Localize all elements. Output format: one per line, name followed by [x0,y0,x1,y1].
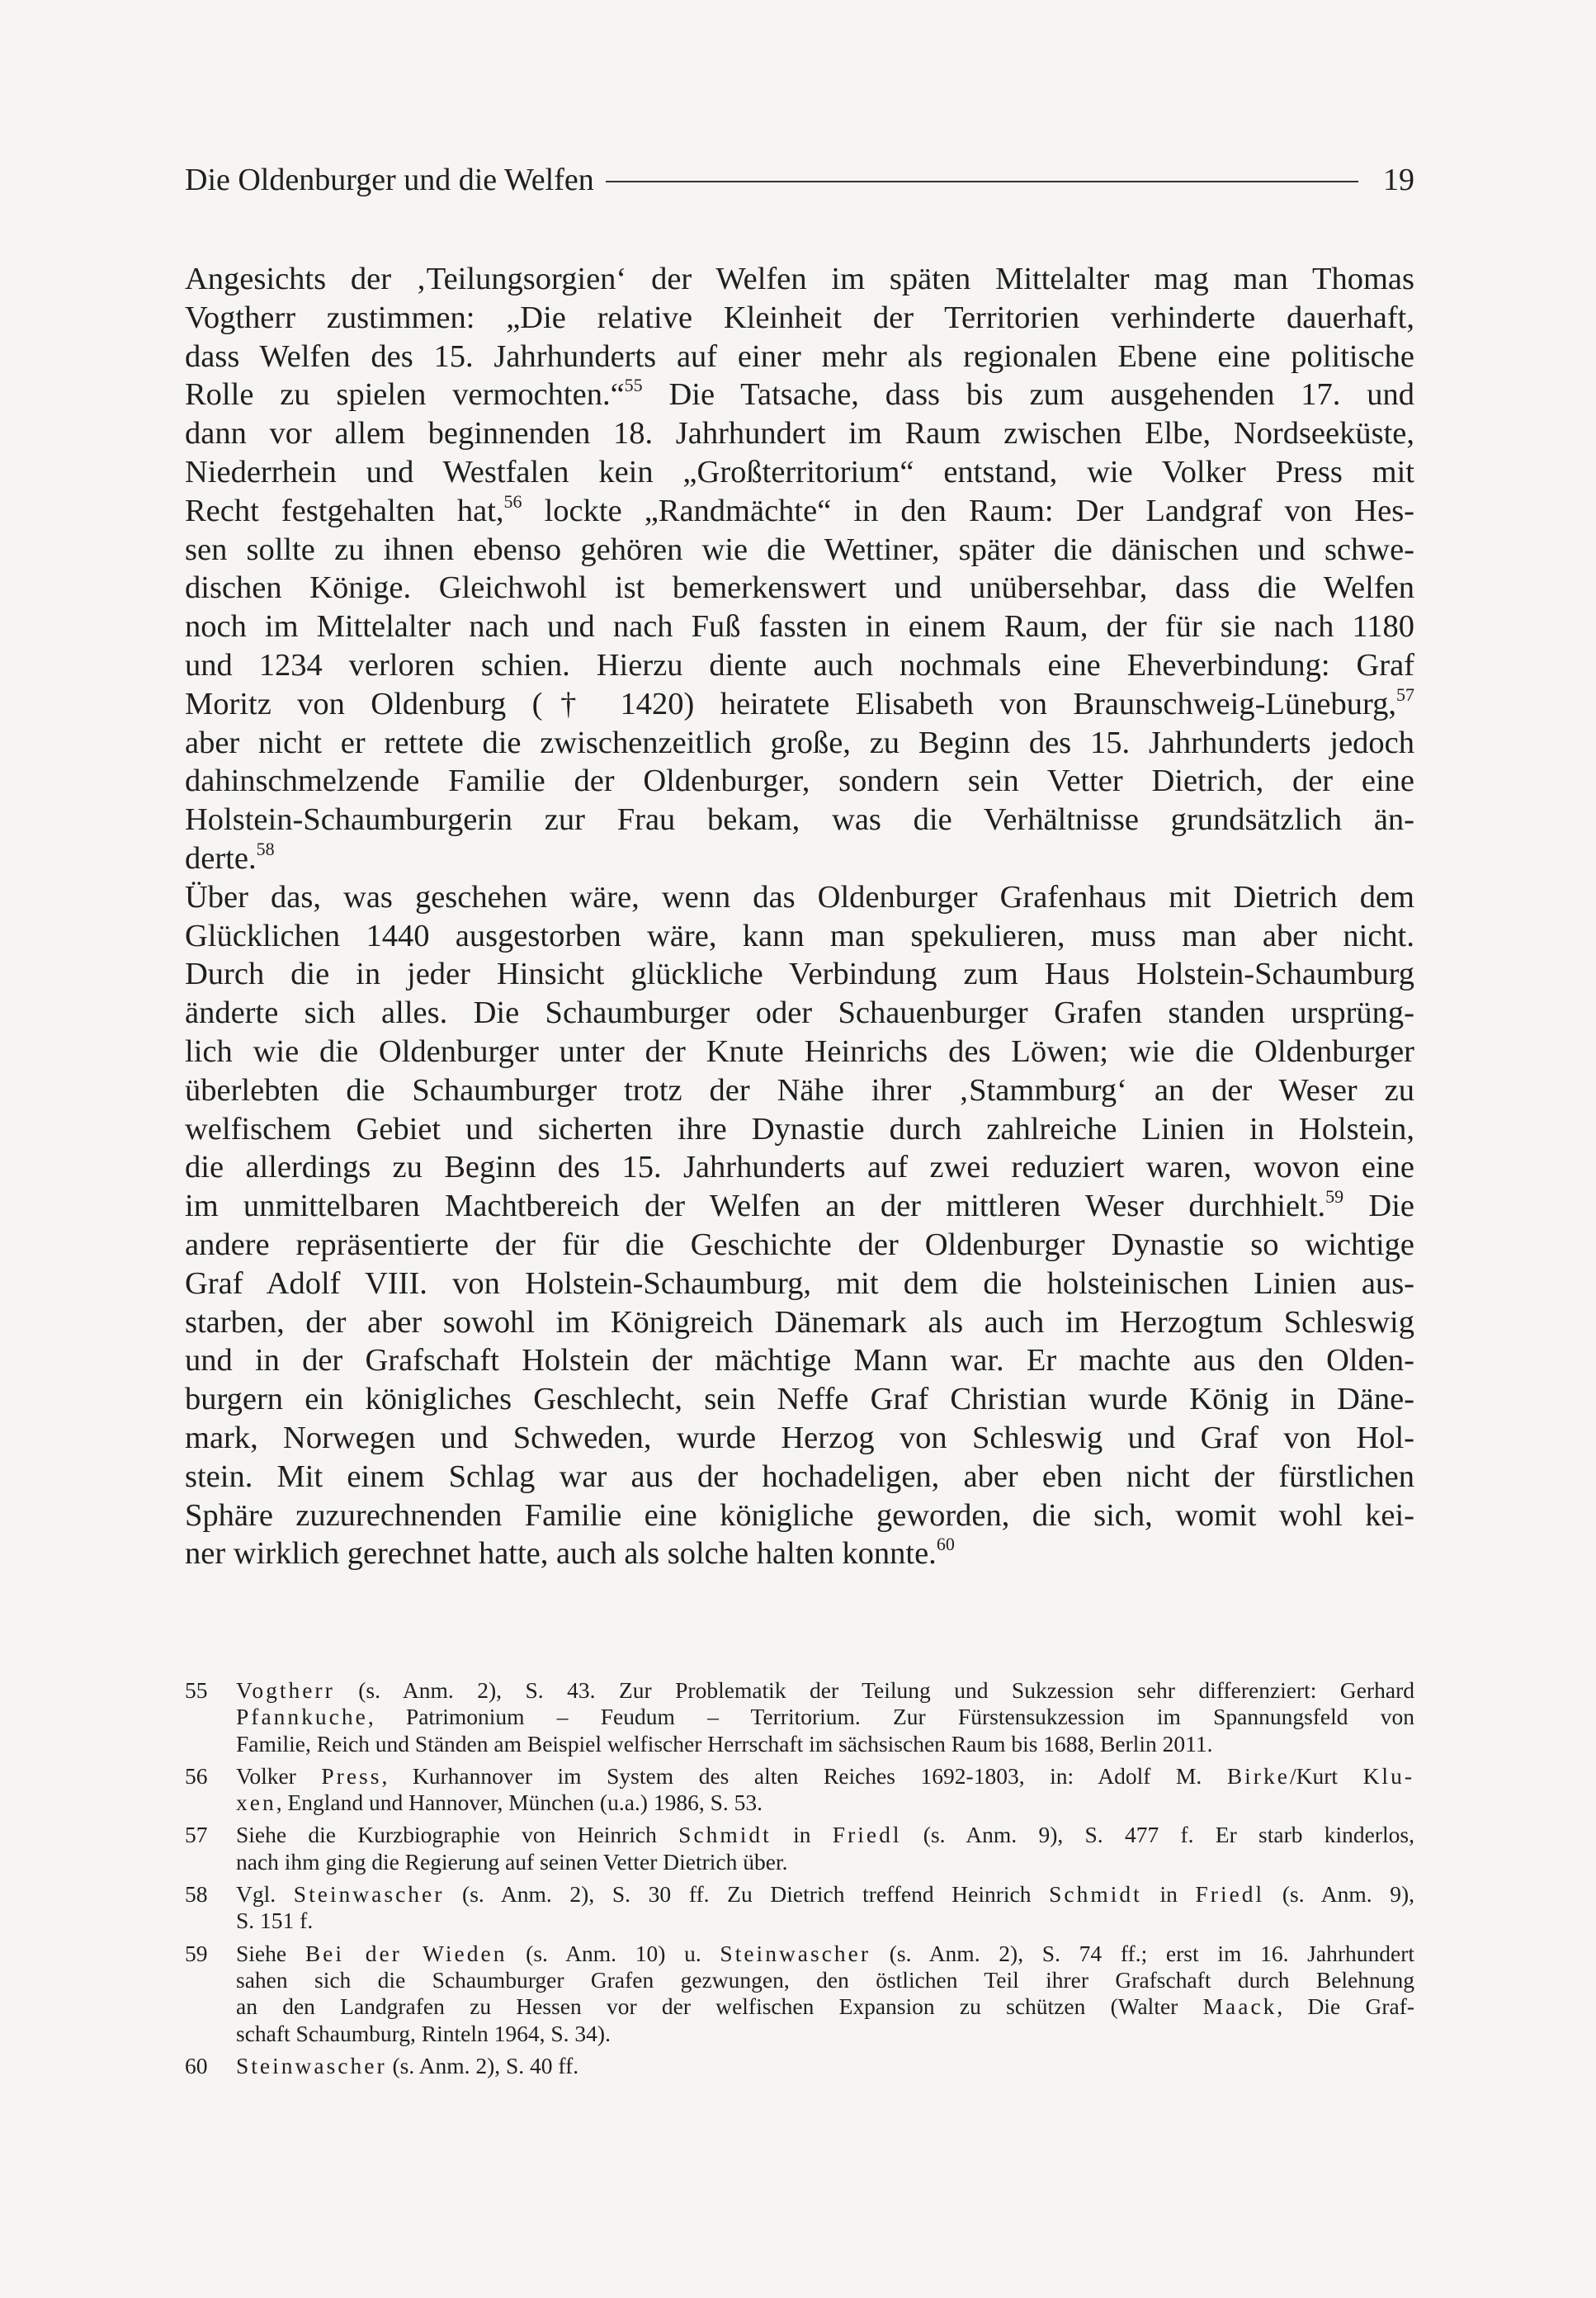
footnote-number: 56 [185,1762,208,1789]
footnotes [185,1677,1414,2085]
text-line: Rolle zu spielen vermochten.“$^{55}$ Die Tatsache, dass bis zum ausgehenden 17. und [185,375,1414,413]
text-line: Holstein-Schaumburgerin zur Frau bekam, was die Verhältnisse grundsätzlich än- [185,802,1414,838]
text-line: starben, der aber sowohl im Königreich Dänemark als auch im Herzogtum Schleswig [185,1304,1414,1340]
footnote-number: 60 [185,2052,208,2078]
footnote-ref[interactable]: 60 [936,1534,955,1555]
text-line: sen sollte zu ihnen ebenso gehören wie die Wettiner, später die dänischen und schwe- [185,532,1414,567]
footnote-ref[interactable]: 59 [1325,1186,1344,1208]
text-line: und in der Grafschaft Holstein der mächtige Mann war. Er machte aus den Olden- [185,1343,1414,1378]
text-line: Glücklichen 1440 ausgestorben wäre, kann man spekulieren, muss man aber nicht. [185,918,1414,953]
page-number: 19 [1383,163,1414,197]
footnote-number: 55 [185,1677,208,1703]
text-line: lich wie die Oldenburger unter der Knute Heinrichs des Löwen; wie die Oldenburger [185,1033,1414,1069]
footnote-55 [185,1677,1414,1757]
text-line: dass Welfen des 15. Jahrhunderts auf einer mehr als regionalen Ebene eine politische [185,338,1414,374]
text-line: aber nicht er rettete die zwischenzeitlich große, zu Beginn des 15. Jahrhunderts jedoch [185,725,1414,760]
text-line: und 1234 verloren schien. Hierzu diente auch nochmals eine Eheverbindung: Graf [185,647,1414,683]
text-line: ner wirklich gerechnet hatte, auch als solche halten konnte.$^{60}$ [185,1534,955,1572]
text-line: Niederrhein und Westfalen kein „Großterritorium“ entstand, wie Volker Press mit [185,454,1414,489]
text-line: überlebten die Schaumburger trotz der Nähe ihrer ‚Stammburg‘ an der Weser zu [185,1072,1414,1108]
footnote-text: Siehe die Kurzbiographie von Heinrich Schmidt in Friedl (s. Anm. 9), S. 477 f. Er starb kinderlos, nach ihm ging die Regierung auf seinen Vetter Dietrich über. [236,1822,1415,1875]
footnote-60 [185,2053,1414,2079]
text-line: Graf Adolf VIII. von Holstein-Schaumburg, mit dem die holsteinischen Linien aus- [185,1265,1414,1301]
text-line: welfischem Gebiet und sicherten ihre Dynastie durch zahlreiche Linien in Holstein, [185,1111,1414,1147]
text-line: noch im Mittelalter nach und nach Fuß fassten in einem Raum, der für sie nach 1180 [185,609,1414,645]
footnote-57 [185,1822,1414,1875]
text-line: andere repräsentierte der für die Geschichte der Oldenburger Dynastie so wichtige [185,1227,1414,1262]
text-line: dahinschmelzende Familie der Oldenburger, sondern sein Vetter Dietrich, der eine [185,764,1414,799]
text-line: stein. Mit einem Schlag war aus der hochadeligen, aber eben nicht der fürstlichen [185,1459,1414,1494]
text-line: im unmittelbaren Machtbereich der Welfen an der mittleren Weser durchhielt.$^{59}$ Die [185,1186,1414,1224]
text-line: Sphäre zuzurechnenden Familie eine königliche geworden, die sich, womit wohl kei- [185,1497,1414,1533]
footnote-text: Vogtherr (s. Anm. 2), S. 43. Zur Problematik der Teilung und Sukzession sehr differenziert: Gerhard Pfannkuche, Patrimonium – Feudum – Territorium. Zur Fürstensukzession im Spannungsfeld von Familie, Reich und Ständen am Beispiel welfischer Herrschaft im sächsischen Raum bis 1688, Berlin 2011. [236,1677,1414,1757]
running-title: Die Oldenburger und die Welfen [185,163,594,197]
text-line: Über das, was geschehen wäre, wenn das Oldenburger Grafenhaus mit Dietrich dem [185,879,1414,915]
footnote-58 [185,1881,1414,1935]
text-line: Recht festgehalten hat,$^{56}$ lockte „Randmächte“ in den Raum: Der Landgraf von Hes- [185,490,1415,528]
text-line: änderte sich alles. Die Schaumburger oder Schauenburger Grafen standen ursprüng- [185,995,1414,1031]
footnote-number: 57 [185,1822,208,1848]
main-text [185,260,1414,1573]
footnote-ref[interactable]: 55 [624,375,643,396]
text-line: Angesichts der ‚Teilungsorgien‘ der Welfen im späten Mittelalter mag man Thomas [185,262,1414,296]
footnote-ref[interactable]: 58 [256,838,275,859]
footnote-59 [185,1941,1414,2047]
running-header [185,155,1414,205]
text-line: burgern ein königliches Geschlecht, sein Neffe Graf Christian wurde König in Däne- [185,1382,1414,1417]
footnote-number: 59 [185,1940,208,1966]
footnote-56 [185,1763,1414,1817]
text-line: Vogtherr zustimmen: „Die relative Kleinheit der Territorien verhinderte dauerhaft, [185,300,1414,335]
book-page [185,0,1414,2298]
text-line: mark, Norwegen und Schweden, wurde Herzog von Schleswig und Graf von Hol- [185,1420,1414,1455]
text-line: Durch die in jeder Hinsicht glückliche Verbindung zum Haus Holstein-Schaumburg [185,957,1414,992]
footnote-ref[interactable]: 57 [1396,683,1414,705]
footnote-text: Steinwascher (s. Anm. 2), S. 40 ff. [236,2052,579,2078]
footnote-text: Siehe Bei der Wieden (s. Anm. 10) u. Steinwascher (s. Anm. 2), S. 74 ff.; erst im 16. Jahrhundert sahen sich die Schaumburger Grafen gezwungen, den östlichen Teil ihrer Grafschaft durch Belehnung an den Landgrafen zu Hessen vor der welfischen Expansion zu schützen (Walter Maack, Die Graf- schaft Schaumburg, Rinteln 1964, S. 34). [236,1940,1415,2046]
footnote-number: 58 [185,1881,208,1908]
text-line: dischen Könige. Gleichwohl ist bemerkenswert und unübersehbar, dass die Welfen [185,570,1414,606]
text-line: die allerdings zu Beginn des 15. Jahrhunderts auf zwei reduziert waren, wovon eine [185,1150,1414,1185]
header-rule [606,181,1358,182]
footnote-text: Volker Press, Kurhannover im System des alten Reiches 1692-1803, in: Adolf M. Birke/Kurt Klu- xen, England und Hannover, München (u.a.) 1986, S. 53. [236,1762,1414,1816]
text-line: derte.$^{58}$ [185,838,275,876]
text-line: dann vor allem beginnenden 18. Jahrhundert im Raum zwischen Elbe, Nordseeküste, [185,416,1414,452]
footnote-text: Vgl. Steinwascher (s. Anm. 2), S. 30 ff. Zu Dietrich treffend Heinrich Schmidt in Friedl (s. Anm. 9), S. 151 f. [236,1881,1415,1934]
text-line: Moritz von Oldenburg († 1420) heiratete Elisabeth von Braunschweig-Lüneburg,$^{57}$ [185,683,1414,721]
footnote-ref[interactable]: 56 [503,490,522,512]
